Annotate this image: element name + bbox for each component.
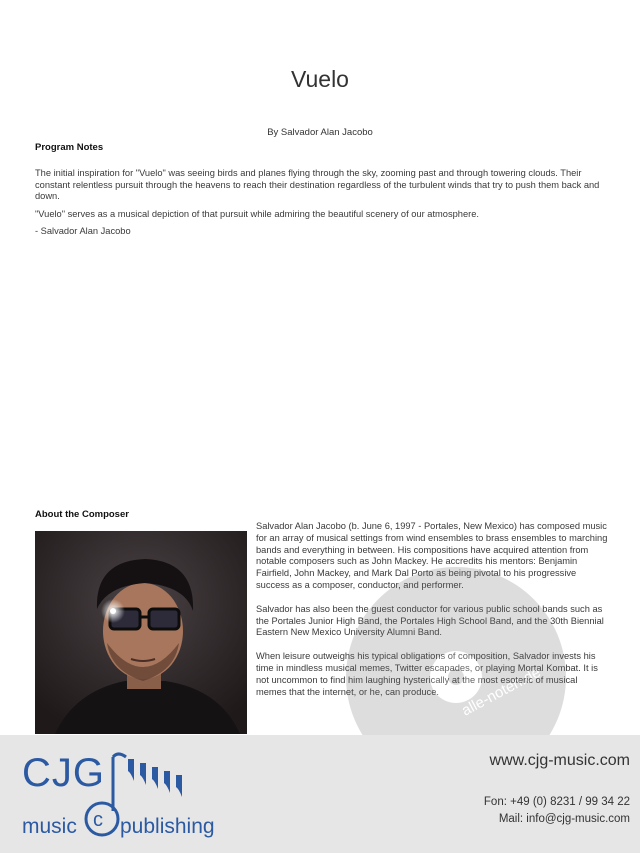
email-address[interactable]: Mail: info@cjg-music.com — [498, 813, 630, 825]
svg-text:c: c — [93, 809, 103, 831]
composer-photo — [35, 531, 247, 734]
bio-paragraph: Salvador Alan Jacobo (b. June 6, 1997 - Portales, New Mexico) has composed music for an array of musical settings from wind ensembles to brass ensembles to marching bands and everything in between. His compositions have acquired attention from notable composers such as John Mackey. He accredits his mentors: Benjamin Fairfield, John Mackey, and Mark Dal Porto as being pivotal to his progressive success as a composer, conductor, and performer. — [256, 521, 608, 590]
watermark-text: alle-noten.de — [458, 663, 544, 720]
logo-publishing-text: publishing — [120, 815, 215, 838]
contact-info — [484, 794, 630, 828]
logo-cjg-text: CJG — [22, 751, 105, 795]
composer-byline: By Salvador Alan Jacobo — [267, 127, 373, 138]
composer-portrait-image — [35, 531, 247, 734]
document-title: Vuelo — [291, 66, 349, 92]
program-notes-paragraph: The initial inspiration for "Vuelo" was seeing birds and planes flying through the sky, zooming past and through towering clouds. Their constant relentless pursuit through the heavens to reach their destination regardless of the turbulent winds that try to push them back and down. — [35, 168, 600, 201]
cjg-logo — [20, 749, 230, 845]
composer-bio — [256, 521, 608, 710]
phone-number: Fon: +49 (0) 8231 / 99 34 22 — [483, 796, 630, 808]
about-composer-heading: About the Composer — [35, 509, 129, 520]
program-notes-heading: Program Notes — [35, 142, 104, 153]
program-notes-paragraph: "Vuelo" serves as a musical depiction of that pursuit while admiring the beautiful scenery of our atmosphere. — [35, 208, 479, 219]
program-notes-body — [35, 168, 607, 244]
program-notes-signature: - Salvador Alan Jacobo — [35, 226, 131, 236]
bio-paragraph: Salvador has also been the guest conductor for various public school bands such as the Portales Junior High Band, the Portales High School Band, and the 30th Biennial Eastern New Mexico University Alumni Band. — [256, 603, 604, 638]
logo-music-text: music — [22, 815, 77, 838]
website-link[interactable]: www.cjg-music.com — [489, 752, 630, 769]
bio-paragraph: When leisure outweighs his typical obligations of composition, Salvador invests his time in mindless musical memes, Twitter escapades, or playing Mortal Kombat. It is not uncommon to find him laughing hysterically at the most esoteric of musical memes that the internet, or he, can produce. — [256, 651, 598, 697]
publisher-footer — [0, 735, 640, 853]
